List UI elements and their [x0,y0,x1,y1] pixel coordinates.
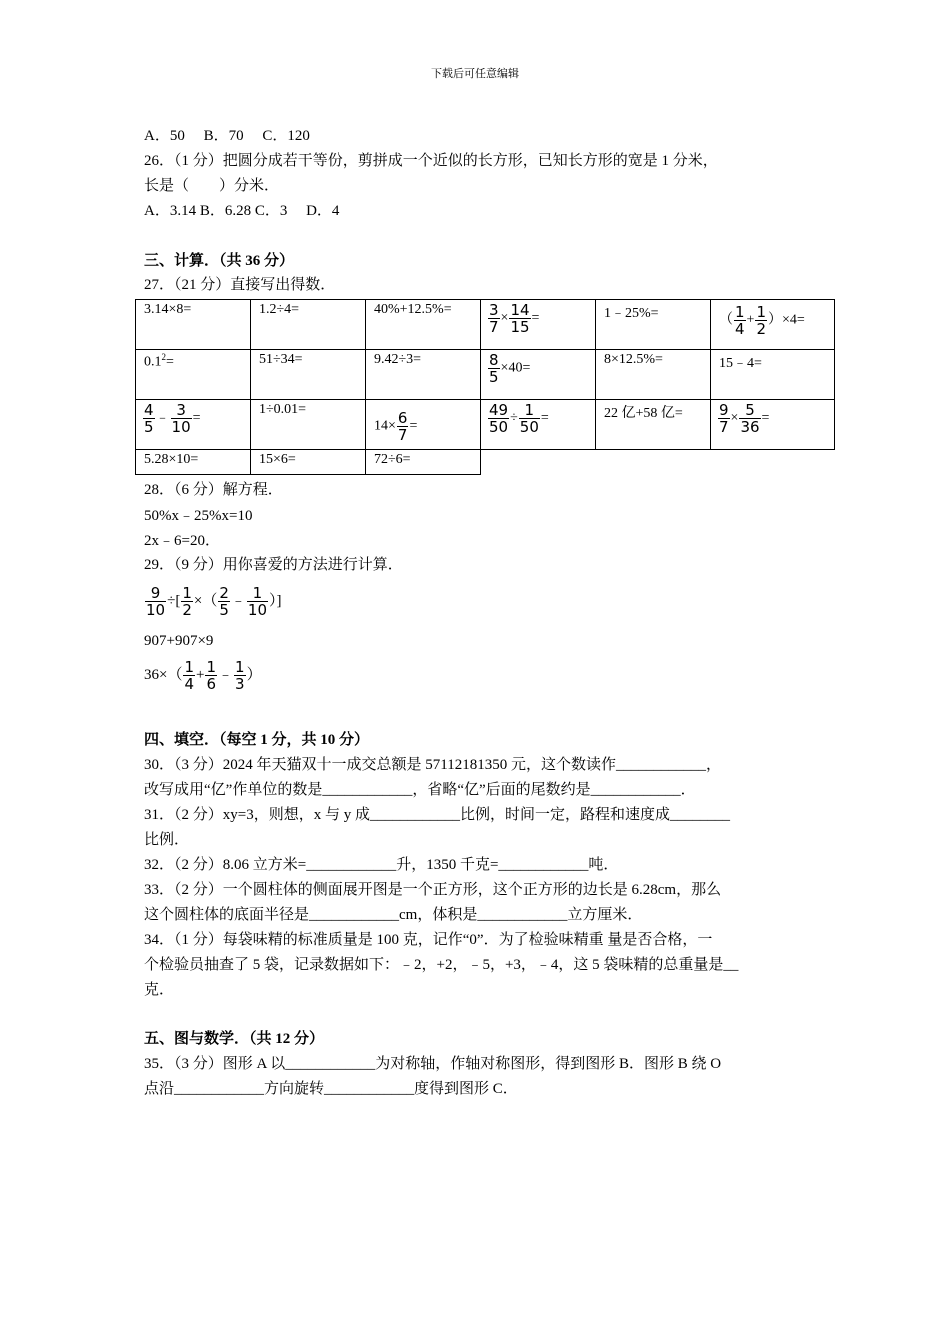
q27-cell [136,300,251,350]
fraction: $\frac{9}{7}$ [719,401,729,436]
q27-cell: 15﹣4= [711,350,835,400]
fraction: $\frac{1}{6}$ [206,658,217,693]
q30-line1: 30．（3 分）2024 年天猫双十一成交总额是 57112181350 元，这个数读作____________， [144,757,721,773]
q27-cell: 5.28×10= [136,450,251,475]
q27-cell: 22 亿+58 亿= [596,400,711,450]
q27-cell [251,300,366,350]
section5-title: 五、图与数学．（共 12 分） [144,1031,325,1047]
q27-cell: $\frac{9}{7}$ × $\frac{5}{36}$ = [711,400,835,450]
section3-title: 三、计算．（共 36 分） [144,253,295,269]
fraction: $\frac{1}{10}$ [247,584,267,619]
q28-eq2: 2x﹣6=20． [144,533,220,549]
fraction: $\frac{1}{2}$ [756,303,766,338]
q27-cell: $\frac{8}{5}$ ×40= [481,350,596,400]
q35-line1: 35．（3 分）图形 A 以____________为对称轴，作轴对称图形，得到图形 B．图形 B 绕 O [144,1056,722,1072]
q29-title: 29．（9 分）用你喜爱的方法进行计算． [144,557,403,573]
fraction: $\frac{1}{4}$ [735,303,745,338]
fraction: $\frac{3}{7}$ [489,301,499,336]
q27-cell: 9.42÷3= [366,350,481,400]
fraction: $\frac{14}{15}$ [510,301,530,336]
q26-options: A．3.14 B．6.28 C．3 D．4 [144,203,340,219]
fraction: $\frac{5}{36}$ [740,401,760,436]
q27-cell: 72÷6= [366,450,481,475]
q27-cell: $\frac{4}{5}$ ﹣ $\frac{3}{10}$ = [136,400,251,450]
q25-options: A．50 B．70 C．120 [144,128,310,144]
fraction: $\frac{1}{50}$ [519,401,539,436]
q30-line2: 改写成用“亿”作单位的数是____________，省略“亿”后面的尾数约是____________． [144,782,696,798]
page-header: 下载后可任意编辑 [431,68,519,80]
q27-cell: 1÷0.01= [251,400,366,450]
q35-line2: 点沿____________方向旋转____________度得到图形 C． [144,1081,518,1097]
q29-expr3: 36×（ $\frac{1}{4}$ + $\frac{1}{6}$ ﹣ $\frac{1}{3}$ ） [144,658,262,693]
q31-line2: 比例． [144,832,190,848]
q29-expr1: $\frac{9}{10}$ ÷[ $\frac{1}{2}$ ×（ $\frac{2}{5}$ ﹣ $\frac{1}{10}$ ）] [146,584,282,619]
q27-cell: 15×6= [251,450,366,475]
section4-title: 四、填空．（每空 1 分，共 10 分） [144,732,370,748]
q27-r1c2: 1.2÷4= [259,302,300,317]
fraction: $\frac{6}{7}$ [397,409,408,444]
q27-cell [366,300,481,350]
q27-cell: 8×12.5%= [596,350,711,400]
q27-cell: $\frac{3}{7}$ × $\frac{14}{15}$ = [481,300,596,350]
q27-cell: （ $\frac{1}{4}$ + $\frac{1}{2}$ ）×4= [711,300,835,350]
q34-line1: 34．（1 分）每袋味精的标准质量是 100 克，记作“0”．为了检验味精重 量是否合格，一 [144,932,713,948]
q27-cell: 51÷34= [251,350,366,400]
q33-line2: 这个圆柱体的底面半径是____________cm，体积是____________立方厘米． [144,907,643,923]
q27-cell: 14× $\frac{6}{7}$ = [366,400,481,450]
fraction: $\frac{49}{50}$ [489,401,509,436]
fraction: $\frac{1}{2}$ [182,584,192,619]
q33-line1: 33．（2 分）一个圆柱体的侧面展开图是一个正方形，这个正方形的边长是 6.28cm，那么 [144,882,722,898]
q28-title: 28．（6 分）解方程． [144,482,283,498]
fraction: $\frac{3}{10}$ [171,401,191,436]
q29-expr2: 907+907×9 [144,633,214,649]
q27-cell [596,300,711,350]
q34-line3: 克． [144,982,175,998]
fraction: $\frac{1}{3}$ [235,658,245,693]
q31-line1: 31．（2 分）xy=3，则想，x 与 y 成____________比例，时间一定，路程和速度成________ [144,807,730,823]
q27-table [135,299,835,475]
fraction: $\frac{9}{10}$ [146,584,166,619]
q27-cell: $\frac{49}{50}$ ÷ $\frac{1}{50}$ = [481,400,596,450]
q28-eq1: 50%x﹣25%x=10 [144,508,253,524]
q27-cell: $0.1^2=$ [136,350,251,400]
q32-line1: 32．（2 分）8.06 立方米=____________升，1350 千克=____________吨． [144,857,619,873]
q27-r1c5: 1﹣25%= [604,306,659,321]
q27-r1c3: 40%+12.5%= [374,302,452,317]
fraction: $\frac{1}{4}$ [184,658,195,693]
q26-line1: 26．（1 分）把圆分成若干等份，剪拼成一个近似的长方形，已知长方形的宽是 1 分米， [144,153,718,169]
q26-line2: 长是（ ）分米． [144,178,280,194]
fraction: $\frac{2}{5}$ [219,584,229,619]
q27-r1c1: 3.14×8= [144,302,192,317]
q34-line2: 个检验员抽查了 5 袋，记录数据如下：﹣2，+2，﹣5，+3，﹣4，这 5 袋味精的总重量是__ [144,957,739,973]
fraction: $\frac{8}{5}$ [489,351,499,386]
q27-title: 27．（21 分）直接写出得数． [144,277,336,293]
fraction: $\frac{4}{5}$ [144,401,154,436]
